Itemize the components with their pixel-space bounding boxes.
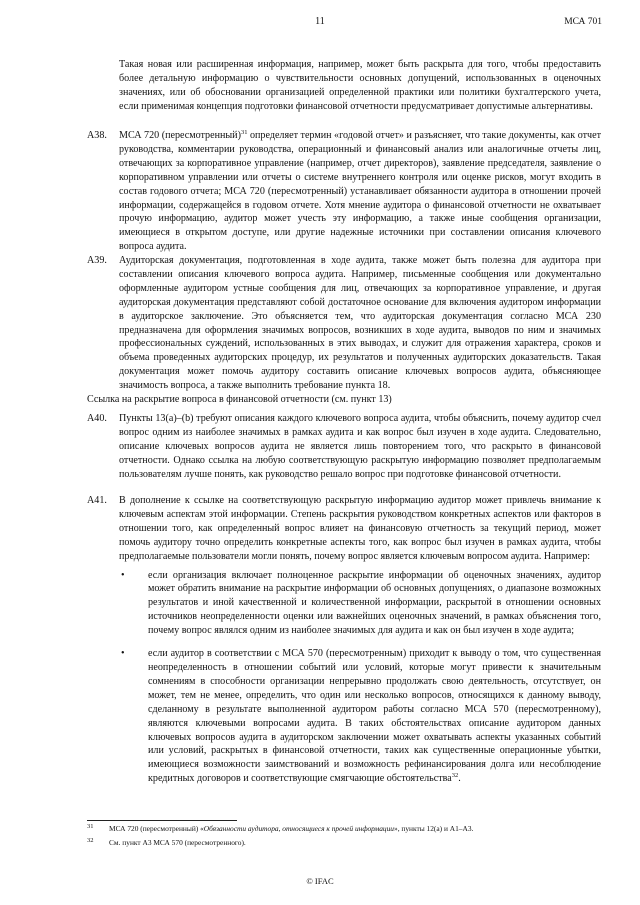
paragraph-a39 [87, 254, 601, 393]
paragraph-a41 [87, 494, 601, 795]
section-subheading: Ссылка на раскрытие вопроса в финансовой отчетности (см. пункт 13) [87, 394, 392, 405]
footnote-text: См. пункт А3 МСА 570 (пересмотренного). [109, 838, 246, 847]
page-number: 11 [315, 16, 325, 27]
footnote-number: 31 [87, 823, 94, 830]
footnote-ref-31[interactable]: 31 [240, 129, 248, 136]
paragraph-text: В дополнение к ссылке на соответствующую раскрытую информацию аудитор может привлечь внимание к ключевым аспектам этой информации. Степень раскрытия руководством конкретных аспектов или факторов в отношении того, как определенный вопрос влияет на финансовую отчетность за текущий период, может помочь аудитору точно определить конкретные аспекты того, как вопрос был изучен в рамках аудита, чтобы предполагаемые пользователи могли понять, почему вопрос является ключевым вопросом аудита. Например: [119, 495, 601, 562]
text-segment: », пункты 12(а) и А1–А3. [394, 824, 474, 833]
list-item [119, 647, 601, 786]
footnote-divider [87, 820, 237, 821]
bullet-list [119, 569, 601, 787]
footnote-text [109, 824, 601, 834]
intro-paragraph: Такая новая или расширенная информация, например, может быть раскрыта для того, чтобы предоставить более детальную информацию о чувствительности основных допущений, использованных в оценочных значениях, или об обосновании организацией определенной практики или политики бухгалтерского учета, если применимая концепция подготовки финансовой отчетности предусматривает допустимые альтернативы. [119, 59, 601, 112]
footnote-32 [87, 838, 601, 848]
paragraph-number: A40. [87, 413, 107, 424]
paragraph-a40 [87, 412, 601, 482]
bullet-icon: • [121, 648, 125, 660]
copyright-footer: © IFAC [306, 876, 334, 886]
italic-title: Обязанности аудитора, относящиеся к прочей информации [203, 824, 394, 833]
footnote-ref-32[interactable]: 32 [451, 772, 459, 780]
list-item-text: если организация включает полноценное раскрытие информации об оценочных значениях, аудитор может обратить внимание на раскрытие информации об основных допущениях, о диапазоне возможных результатов и иной качественной и количественной информации, раскрытой в отношении основных источников неопределенности оценки или важнейших оценочных значений, в рамках объяснения того, почему вопрос являлся одним из наиболее значимых для аудита и как он был изучен в ходе аудита; [148, 569, 601, 637]
footnote-31 [87, 824, 601, 834]
paragraph-a38 [87, 129, 601, 254]
paragraph-text: Пункты 13(а)–(b) требуют описания каждого ключевого вопроса аудита, чтобы объяснить, почему аудитор счел вопрос одним из наиболее значимых в рамках аудита и как вопрос был изучен в ходе аудита. Следовательно, описание ключевых вопросов аудита не является лишь повторением того, что раскрыто в финансовой отчетности. Однако ссылка на любую соответствующую раскрытую информацию позволяет предполагаемым пользователям лучше понять, как руководство решало вопрос при подготовке финансовой отчетности. [119, 413, 601, 480]
paragraph-number: A38. [87, 130, 107, 141]
paragraph-number: A39. [87, 255, 107, 266]
paragraph-text: Аудиторская документация, подготовленная в ходе аудита, также может быть полезна для аудитора при составлении описания ключевого вопроса аудита. Например, письменные сообщения или документально оформленные аудитором устные сообщения для лиц, отвечающих за корпоративное управление, и другая аудиторская документация представляют собой достаточное основание для включения аудитором информации в аудиторское заключение. Это объясняется тем, что аудиторская документация согласно МСА 230 предназначена для оформления значимых вопросов, возникших в ходе аудита, выводов по ним и значимых профессиональных суждений, использованных в этих выводах, и служит для отражения характера, сроков и объема проведенных аудиторских процедур, их результатов и полученных аудиторских доказательств. Такая документация может помочь аудитору составить описание ключевых вопросов аудита, объясняющее значимость вопроса, а также выполнить требование пункта 18. [119, 255, 601, 392]
text-segment: МСА 720 (пересмотренный) « [109, 824, 204, 833]
text-segment: . [458, 773, 461, 785]
list-item [119, 569, 601, 639]
text-segment: МСА 720 (пересмотренный) [119, 130, 241, 141]
document-code: МСА 701 [564, 17, 602, 27]
text-segment: определяет термин «годовой отчет» и разъясняет, что такие документы, как отчет руководства, комментарии руководства, операционный и финансовый анализ или аналогичные отчеты лиц, отвечающих за корпоративное управление (например, отчет директоров), заявление председателя, заявление о корпоративном управлении или отчеты о системе внутреннего контроля или оценке рисков, могут входить в состав годового отчета; МСА 720 (пересмотренный) устанавливает обязанности аудитора в отношении прочей информации, содержащейся в годовом отчете. Хотя мнение аудитора о финансовой отчетности не охватывает прочую информацию, аудитор может учесть эту информацию, а также иные сообщения организации, имеющиеся в открытом доступе, или другие надежные источники при составлении описания ключевого вопроса аудита. [119, 130, 601, 253]
bullet-icon: • [121, 569, 125, 581]
paragraph-number: A41. [87, 495, 107, 506]
paragraph-text [119, 129, 601, 254]
list-item-text: если аудитор в соответствии с МСА 570 (пересмотренным) приходит к выводу о том, что существенная неопределенность в отношении событий или условий, которые могут привести к значительным сомнениям в способности организации непрерывно продолжать свою деятельность, отсутствует, он может, тем не менее, определить, что один или несколько вопросов, относящихся к данному выводу, сделанному в результате выполненной аудитором работы согласно МСА 570 (пересмотренному), являются ключевыми вопросами аудита. В таких обстоятельствах описание аудитором данных ключевых вопросов аудита в аудиторском заключении может охватывать аспекты указанных событий или условий, раскрытых в финансовой отчетности, таких как существенные операционные убытки, имеющиеся возможности заимствований и возможность рефинансирования долга или несоблюдение кредитных договоров и соответствующие смягчающие обстоятельства [148, 648, 601, 785]
footnote-number: 32 [87, 837, 94, 844]
